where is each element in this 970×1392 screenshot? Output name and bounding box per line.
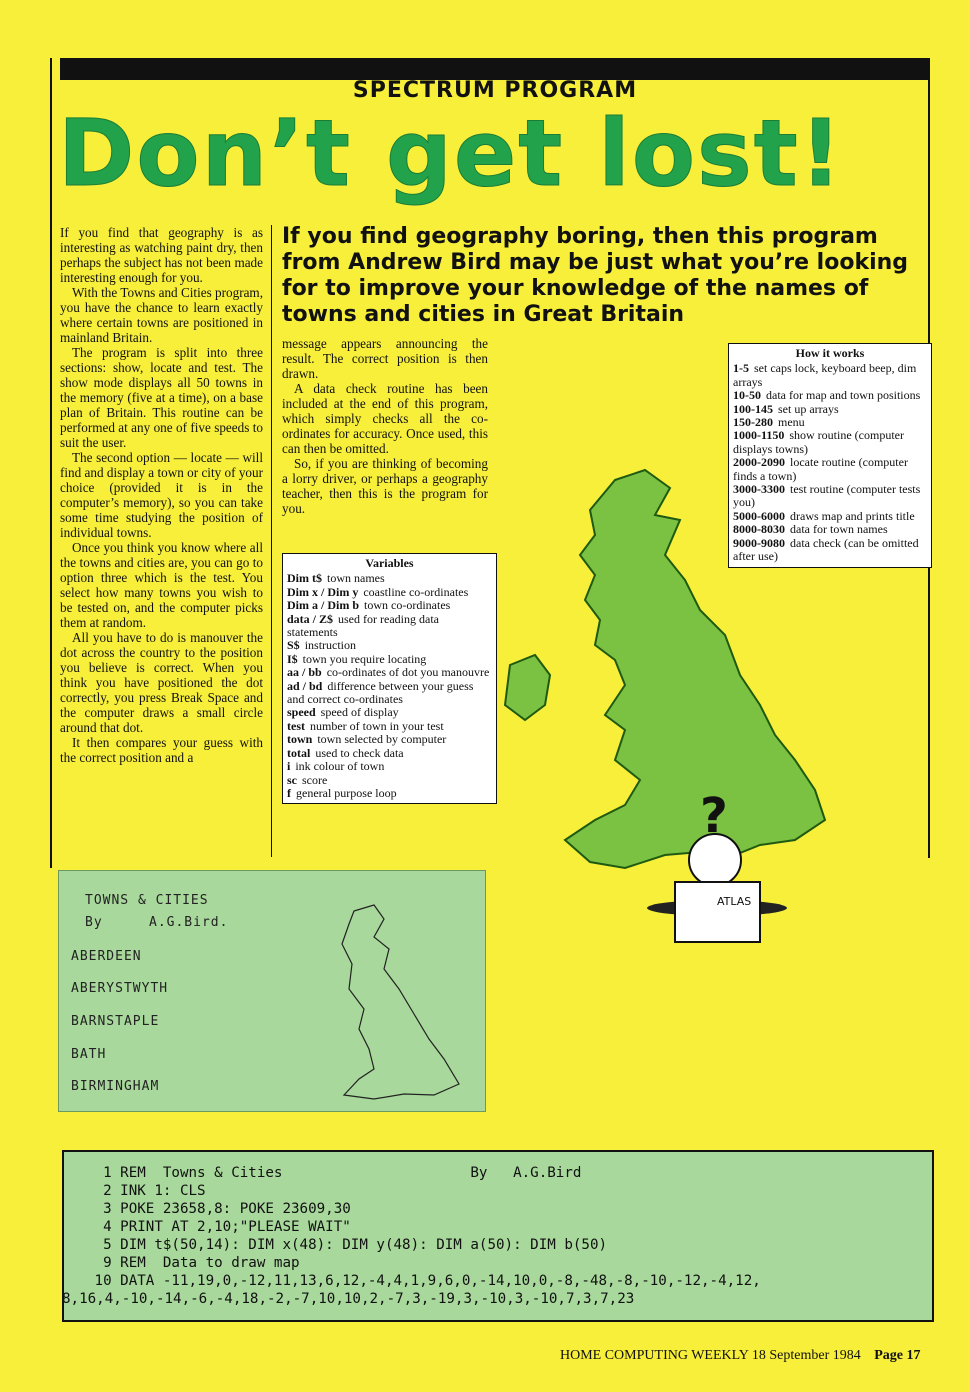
spectrum-screenshot — [58, 870, 486, 1112]
paragraph: With the Towns and Cities program, you have the chance to learn exactly where certain towns are positioned in mainland Britain. — [60, 285, 263, 345]
how-it-works-title: How it works — [795, 346, 865, 360]
paragraph: If you find that geography is as interesting as watching paint dry, then perhaps the subject has not been made interesting enough for you. — [60, 225, 263, 285]
list-item: ad / bd difference between your guess and correct co-ordinates — [287, 678, 474, 707]
screen-town: BIRMINGHAM — [71, 1079, 160, 1094]
list-item: 3000-3300 test routine (computer tests you) — [733, 482, 921, 510]
basic-listing — [62, 1150, 934, 1322]
body-column-2 — [282, 336, 488, 516]
code-line: 8,16,4,-10,-14,-6,-4,18,-2,-7,10,10,2,-7,3,-19,3,-10,3,-10,7,3,7,23 — [62, 1291, 635, 1307]
page-number: Page 17 — [874, 1348, 921, 1363]
screen-town: ABERYSTWYTH — [71, 981, 169, 996]
code-line: 4 PRINT AT 2,10;"PLEASE WAIT" — [86, 1219, 351, 1235]
list-item: Dim a / Dim b town co-ordinates — [287, 598, 451, 613]
list-item: f general purpose loop — [287, 785, 397, 800]
paragraph: Once you think you know where all the towns and cities are, you can go to option three which is the test. You select how many towns you wish to be tested on, and the computer picks them at random. — [60, 540, 263, 630]
standfirst: If you find geography boring, then this program from Andrew Bird may be just what you’re looking for to improve your knowledge of the names of towns and cities in Great Britain — [282, 224, 909, 327]
list-item: 1-5 set caps lock, keyboard beep, dim arrays — [733, 361, 917, 389]
list-item: 2000-2090 locate routine (computer finds a town) — [733, 455, 908, 483]
question-mark: ? — [700, 788, 728, 844]
atlas-label: ATLAS — [717, 895, 752, 908]
list-item: i ink colour of town — [287, 759, 385, 774]
screen-title: TOWNS & CITIES — [85, 893, 209, 908]
code-line: 1 REM Towns & Cities By A.G.Bird — [86, 1165, 582, 1181]
top-bar — [60, 58, 930, 80]
list-item: 10-50 data for map and town positions — [733, 388, 921, 403]
variables-box — [282, 553, 497, 804]
paragraph: The second option — locate — will find and display a town or city of your choice (provided it is in the computer’s memory), so you can take some time studying the position of individual towns. — [60, 450, 263, 540]
variables-title: Variables — [365, 556, 414, 570]
screen-town: BATH — [71, 1047, 107, 1062]
screen-map-outline — [314, 899, 484, 1109]
paragraph: message appears announcing the result. The correct position is then drawn. — [282, 336, 488, 381]
list-item: aa / bb co-ordinates of dot you manouvre — [287, 665, 490, 680]
list-item: town town selected by computer — [287, 732, 447, 747]
headline: Don’t get lost! — [58, 100, 844, 207]
column-rule — [271, 225, 272, 857]
paragraph: It then compares your guess with the correct position and a — [60, 735, 263, 765]
ireland-outline — [505, 655, 550, 720]
left-rule — [50, 58, 52, 868]
code-line: 2 INK 1: CLS — [86, 1183, 206, 1199]
paragraph: The program is split into three sections: show, locate and test. The show mode displays all 50 towns in the memory (five at a time), on a base plan of Britain. This routine can be performed at any one of five speeds to suit the user. — [60, 345, 263, 450]
screen-town: BARNSTAPLE — [71, 1014, 160, 1029]
code-line: 5 DIM t$(50,14): DIM x(48): DIM y(48): DIM a(50): DIM b(50) — [86, 1237, 608, 1253]
list-item: test number of town in your test — [287, 718, 444, 733]
list-item: I$ town you require locating — [287, 651, 427, 666]
body-column-1 — [60, 225, 263, 765]
britain-outline — [565, 470, 825, 868]
list-item: data / Z$ used for reading data statements — [287, 611, 439, 640]
screen-by: By — [85, 915, 103, 930]
paragraph: So, if you are thinking of becoming a lorry driver, or perhaps a geography teacher, then this is the program for you. — [282, 456, 488, 516]
list-item: 150-280 menu — [733, 415, 805, 430]
code-line: 3 POKE 23658,8: POKE 23609,30 — [86, 1201, 351, 1217]
code-line: 10 DATA -11,19,0,-12,11,13,6,12,-4,4,1,9,6,0,-14,10,0,-8,-48,-8,-10,-12,-4,12, — [86, 1273, 761, 1289]
britain-map-illustration — [495, 460, 855, 908]
section-kicker: SPECTRUM PROGRAM — [352, 78, 638, 103]
list-item: S$ instruction — [287, 638, 357, 653]
list-item: 5000-6000 draws map and prints title — [733, 508, 915, 523]
paragraph: A data check routine has been included at the end of this program, which simply checks all the co-ordinates for accuracy. Once used, this can then be omitted. — [282, 381, 488, 456]
paragraph: All you have to do is manouver the dot across the country to the position you believe is correct. When you think you have positioned the dot correctly, you press Break Space and the computer draws a small circle around that dot. — [60, 630, 263, 735]
list-item: 8000-8030 data for town names — [733, 522, 888, 537]
screen-town: ABERDEEN — [71, 949, 142, 964]
list-item: 9000-9080 data check (can be omitted after use) — [733, 535, 919, 564]
list-item: sc score — [287, 772, 328, 787]
list-item: Dim x / Dim y coastline co-ordinates — [287, 584, 469, 599]
list-item: Dim t$ town names — [287, 571, 385, 586]
page-footer — [560, 1348, 921, 1364]
code-line: 9 REM Data to draw map — [86, 1255, 300, 1271]
list-item: 1000-1150 show routine (computer displays towns) — [733, 428, 904, 456]
list-item: total used to check data — [287, 745, 404, 760]
screen-author: A.G.Bird. — [149, 915, 229, 930]
list-item: speed speed of display — [287, 705, 399, 720]
list-item: 100-145 set up arrays — [733, 401, 839, 416]
magazine-issue: HOME COMPUTING WEEKLY 18 September 1984 — [560, 1348, 861, 1363]
